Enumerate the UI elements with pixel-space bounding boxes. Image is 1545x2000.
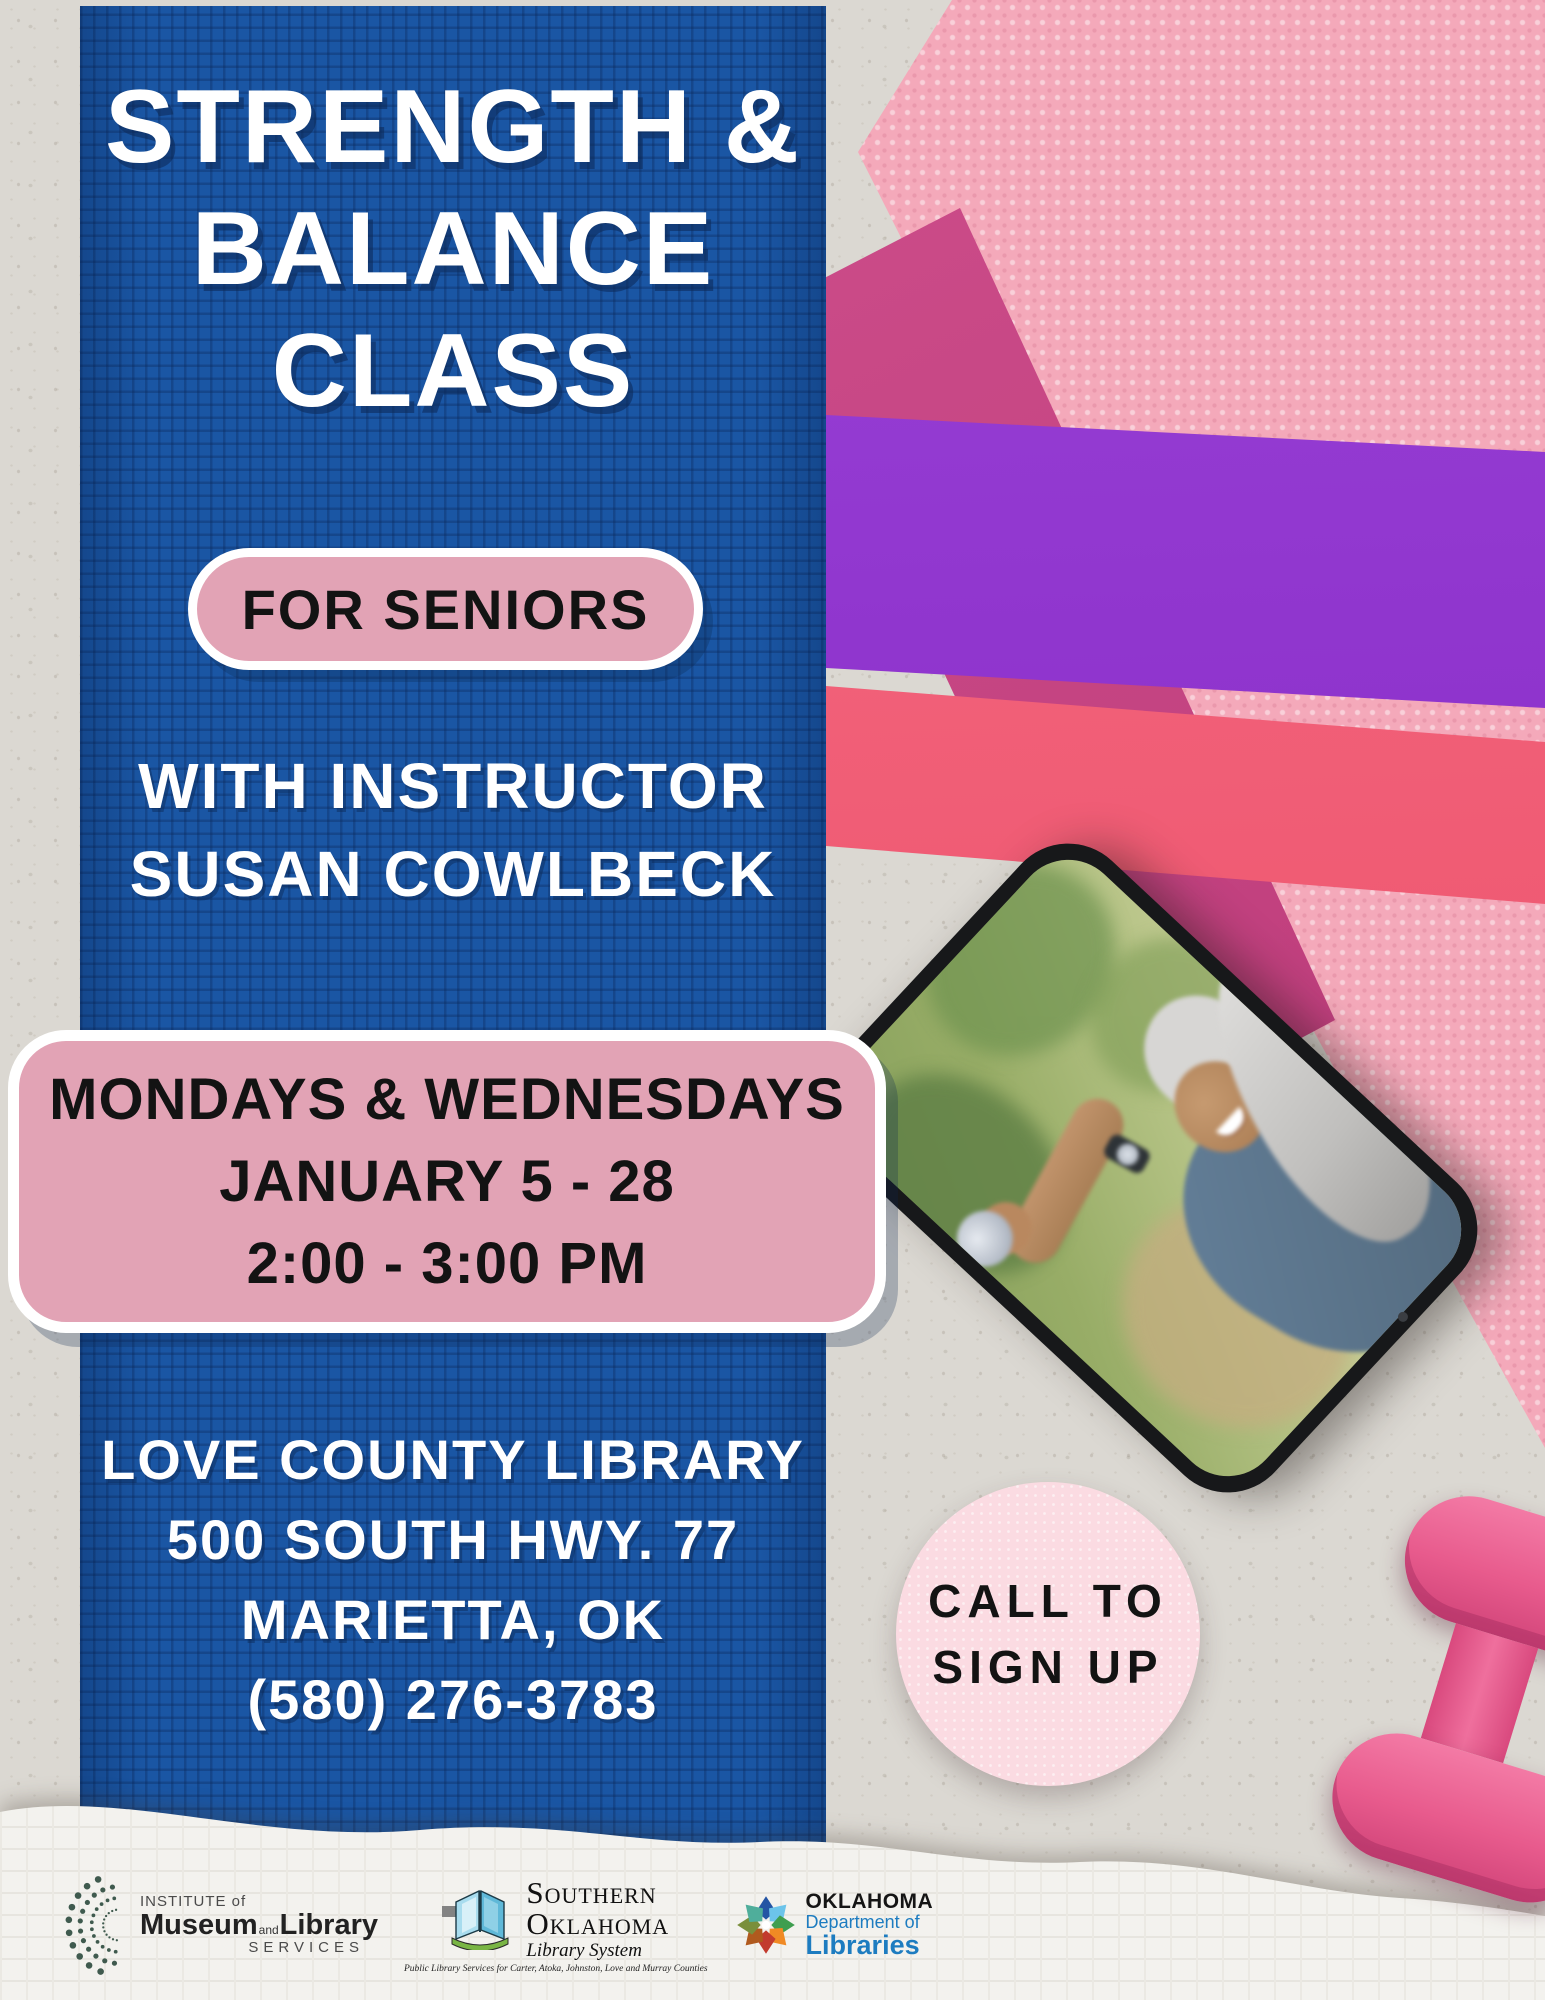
- audience-badge: [188, 548, 703, 670]
- sols-line2: OKLAHOMA: [526, 1905, 670, 1941]
- dumbbell-handle: [1421, 1623, 1538, 1763]
- instructor-line: WITH INSTRUCTOR: [138, 750, 768, 822]
- location-phone: (580) 276-3783: [247, 1668, 659, 1731]
- sols-tagline: Public Library Services for Carter, Atoka, Johnston, Love and Murray Counties: [404, 1963, 708, 1974]
- location-address: 500 SOUTH HWY. 77: [166, 1508, 740, 1571]
- imls-mid-line: [140, 1910, 378, 1940]
- imls-and: and: [258, 1922, 279, 1937]
- sols-line1: SOUTHERN: [526, 1874, 657, 1910]
- instructor-line: SUSAN COWLBECK: [129, 838, 777, 910]
- schedule-box: [8, 1030, 886, 1333]
- imls-services-line: SERVICES: [248, 1939, 364, 1957]
- cta-line: SIGN UP: [932, 1641, 1164, 1693]
- oklahoma-department-of-libraries-logo: [734, 1891, 934, 1960]
- imls-top-line: INSTITUTE of: [140, 1893, 247, 1911]
- odl-pinwheel-icon: [734, 1893, 798, 1957]
- odl-line3: Libraries: [805, 1930, 920, 1961]
- audience-badge-label: FOR SENIORS: [241, 577, 650, 641]
- sols-row: [442, 1874, 670, 1961]
- instructor-text: [80, 742, 826, 918]
- southern-oklahoma-library-system-logo: [404, 1874, 708, 1974]
- odl-text: [806, 1891, 934, 1960]
- title-line: STRENGTH &: [105, 69, 801, 185]
- call-to-sign-up-sticker: [896, 1482, 1200, 1786]
- location-text: [80, 1420, 826, 1740]
- imls-starburst-icon: [34, 1873, 130, 1977]
- location-city: MARIETTA, OK: [240, 1588, 666, 1651]
- page-title: [80, 66, 826, 432]
- open-book-icon: [442, 1886, 518, 1950]
- odl-line1: OKLAHOMA: [805, 1889, 934, 1913]
- imls-logo-text: [140, 1894, 378, 1956]
- title-line: CLASS: [271, 313, 635, 429]
- schedule-time: 2:00 - 3:00 PM: [246, 1230, 648, 1296]
- location-name: LOVE COUNTY LIBRARY: [101, 1428, 805, 1491]
- imls-library: Library: [279, 1908, 378, 1941]
- cta-line: CALL TO: [928, 1575, 1168, 1627]
- title-line: BALANCE: [191, 191, 715, 307]
- pink-dumbbell: [1263, 1480, 1545, 2000]
- sols-line3: Library System: [526, 1939, 642, 1961]
- schedule-days: MONDAYS & WEDNESDAYS: [49, 1066, 845, 1132]
- sols-text: [526, 1874, 670, 1961]
- imls-logo: [34, 1873, 378, 1977]
- dumbbell-head: [1316, 1718, 1545, 1919]
- schedule-dates: JANUARY 5 - 28: [219, 1148, 675, 1214]
- imls-museum: Museum: [140, 1908, 258, 1941]
- footer-logos: [34, 1862, 933, 1988]
- odl-line2: Department of: [805, 1911, 920, 1932]
